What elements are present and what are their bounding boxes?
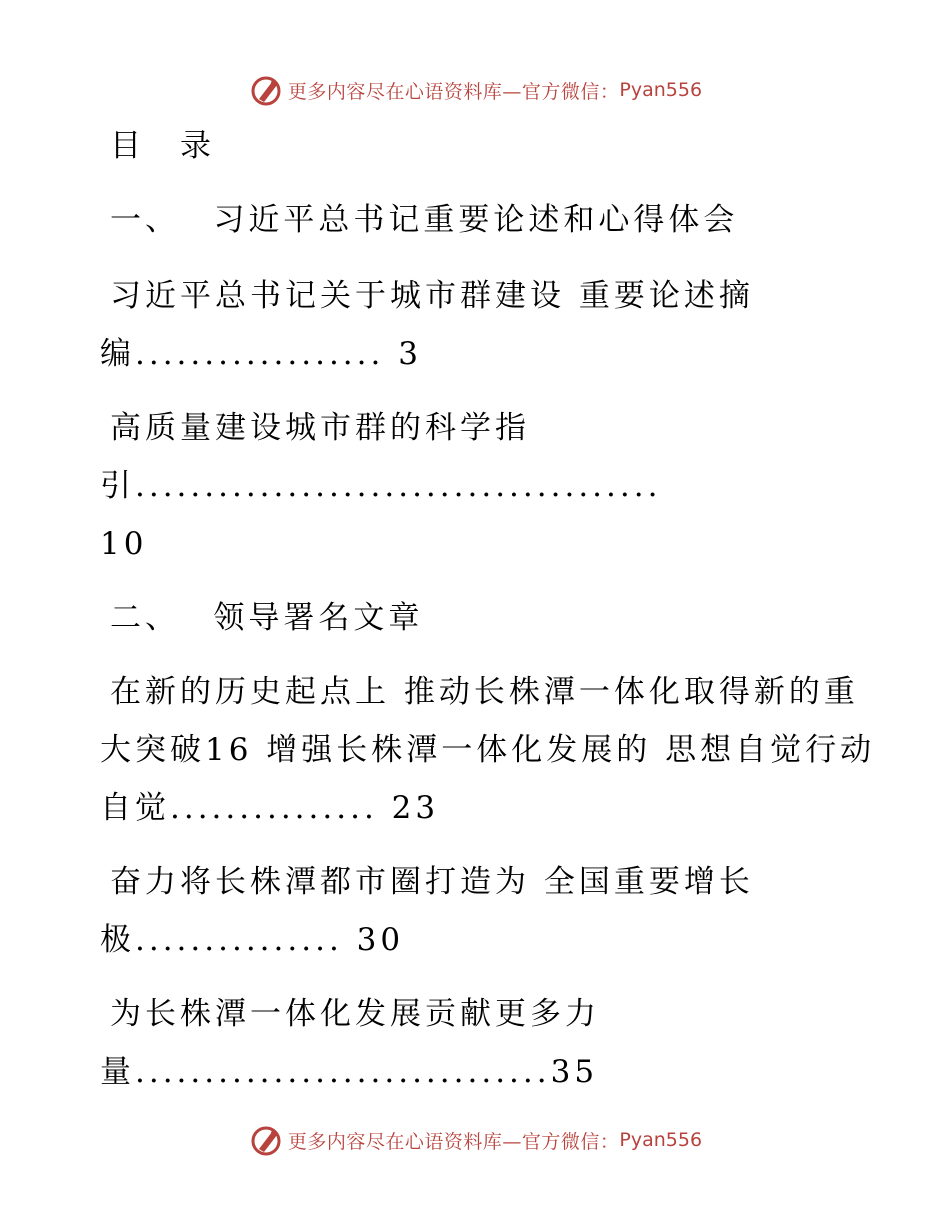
toc-entry-1-1-line-1: 习近平总书记关于城市群建设 重要论述摘 xyxy=(110,278,754,314)
watermark-footer xyxy=(0,1120,950,1160)
toc-entry-2-1-line-2: 大突破16 增强长株潭一体化发展的 思想自觉行动 xyxy=(100,732,876,768)
toc-entry-2-1-line-1: 在新的历史起点上 推动长株潭一体化取得新的重 xyxy=(110,674,859,710)
watermark-text: 更多内容尽在心语资料库—官方微信： xyxy=(287,1130,620,1153)
watermark-text: 更多内容尽在心语资料库—官方微信： xyxy=(287,80,620,103)
toc-entry-1-1-line-2: 编.................. 3 xyxy=(100,336,422,372)
toc-entry-1-2-line-2: 引...................................... xyxy=(100,468,662,504)
toc-entry-2-3-line-2: 量..............................35 xyxy=(100,1054,599,1090)
toc-section-1-heading: 一、 习近平总书记重要论述和心得体会 xyxy=(110,202,739,238)
toc-entry-2-1-line-3: 自觉............... 23 xyxy=(100,790,440,826)
pen-nib-logo-icon xyxy=(248,1122,284,1158)
watermark-wechat-id: Pyan556 xyxy=(619,79,703,101)
watermark-wechat-id: Pyan556 xyxy=(619,1129,703,1151)
toc-entry-2-3-line-1: 为长株潭一体化发展贡献更多力 xyxy=(110,996,600,1032)
toc-entry-1-2-line-3: 10 xyxy=(100,526,148,562)
toc-section-2-heading: 二、 领导署名文章 xyxy=(110,600,424,636)
toc-entry-1-2-line-1: 高质量建设城市群的科学指 xyxy=(110,410,530,446)
pen-nib-logo-icon xyxy=(248,72,284,108)
toc-entry-2-2-line-2: 极............... 30 xyxy=(100,922,405,958)
watermark-header xyxy=(0,70,950,110)
toc-entry-2-2-line-1: 奋力将长株潭都市圈打造为 全国重要增长 xyxy=(110,864,754,900)
toc-title: 目 录 xyxy=(110,128,215,164)
